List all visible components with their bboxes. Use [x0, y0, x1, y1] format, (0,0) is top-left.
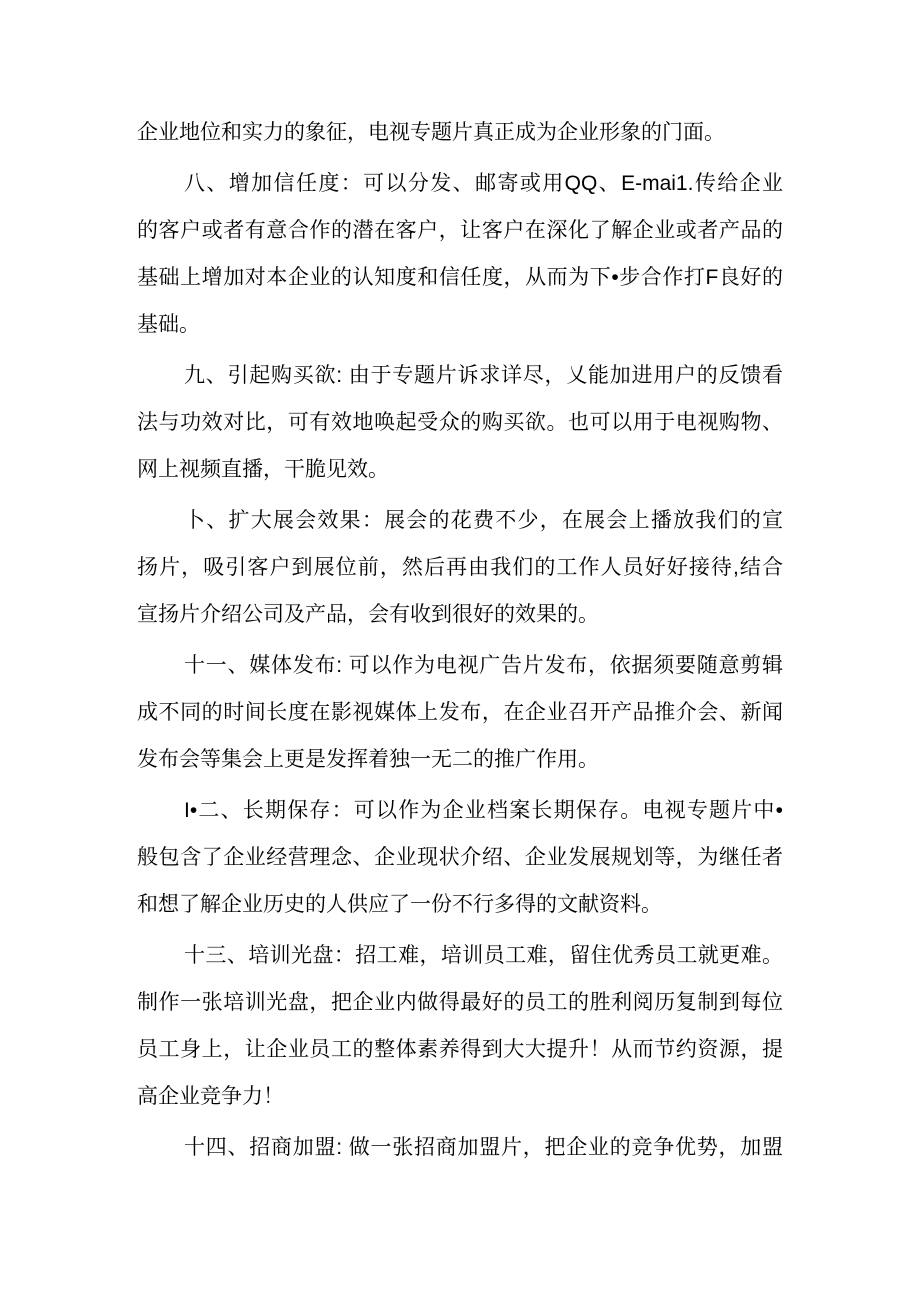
paragraph — [137, 787, 783, 928]
text-line: 十三、培训光盘：招工难，培训员工难，留住优秀员工就更难。 — [184, 944, 783, 967]
text-line: 十四、招商加盟: 做一张招商加盟片，把企业的竞争优势，加盟 — [184, 1136, 783, 1159]
text-line: 基础。 — [137, 313, 200, 336]
paragraph — [137, 1124, 783, 1171]
paragraph — [137, 932, 783, 1120]
text-line: 和想了解企业历史的人供应了一份不行多得的文献资料。 — [137, 893, 662, 916]
text-line: 十一、媒体发布: 可以作为电视广告片发布，依据须要随意剪辑 — [184, 654, 783, 677]
text-line: I•二、长期保存：可以作为企业档案长期保存。电视专题片中• — [184, 799, 783, 822]
text-line: 的客户或者有意合作的潜在客户，让客户在深化了解企业或者产品的 — [137, 219, 783, 242]
text-line: 员工身上，让企业员工的整体素养得到大大提升！从而节约资源，提 — [137, 1038, 783, 1061]
text-line: 网上视频直播，干脆见效。 — [137, 458, 389, 481]
paragraph — [137, 497, 783, 638]
text-line: 高企业竞争力！ — [137, 1085, 284, 1108]
text-line: 宣扬片介绍公司及产品，会有收到很好的效果的。 — [137, 603, 599, 626]
paragraph — [137, 352, 783, 493]
paragraph — [137, 109, 783, 156]
paragraph — [137, 160, 783, 348]
text-line: 九、引起购买欲: 由于专题片诉求详尽，乂能加进用户的反馈看 — [184, 364, 783, 387]
paragraph — [137, 642, 783, 783]
text-line: 卜、扩大展会效果：展会的花费不少，在展会上播放我们的宣 — [184, 509, 783, 532]
text-line: 发布会等集会上更是发挥着独一无二的推广作用。 — [137, 748, 599, 771]
text-line: 企业地位和实力的象征，电视专题片真正成为企业形象的门面。 — [137, 121, 725, 144]
text-line: 八、增加信任度：可以分发、邮寄或用QQ、E-mai1.传给企业 — [184, 172, 783, 195]
text-line: 制作一张培训光盘，把企业内做得最好的员工的胜利阅历复制到每位 — [137, 991, 783, 1014]
text-line: 般包含了企业经营理念、企业现状介绍、企业发展规划等，为继任者 — [137, 846, 783, 869]
text-line: 成不同的时间长度在影视媒体上发布，在企业召开产品推介会、新闻 — [137, 701, 783, 724]
text-line: 法与功效对比，可有效地唤起受众的购买欲。也可以用于电视购物、 — [137, 411, 783, 434]
text-line: 扬片，吸引客户到展位前，然后再由我们的工作人员好好接待,结合 — [137, 556, 783, 579]
text-line: 基础上增加对本企业的认知度和信任度，从而为下•步合作打F良好的 — [137, 266, 783, 289]
